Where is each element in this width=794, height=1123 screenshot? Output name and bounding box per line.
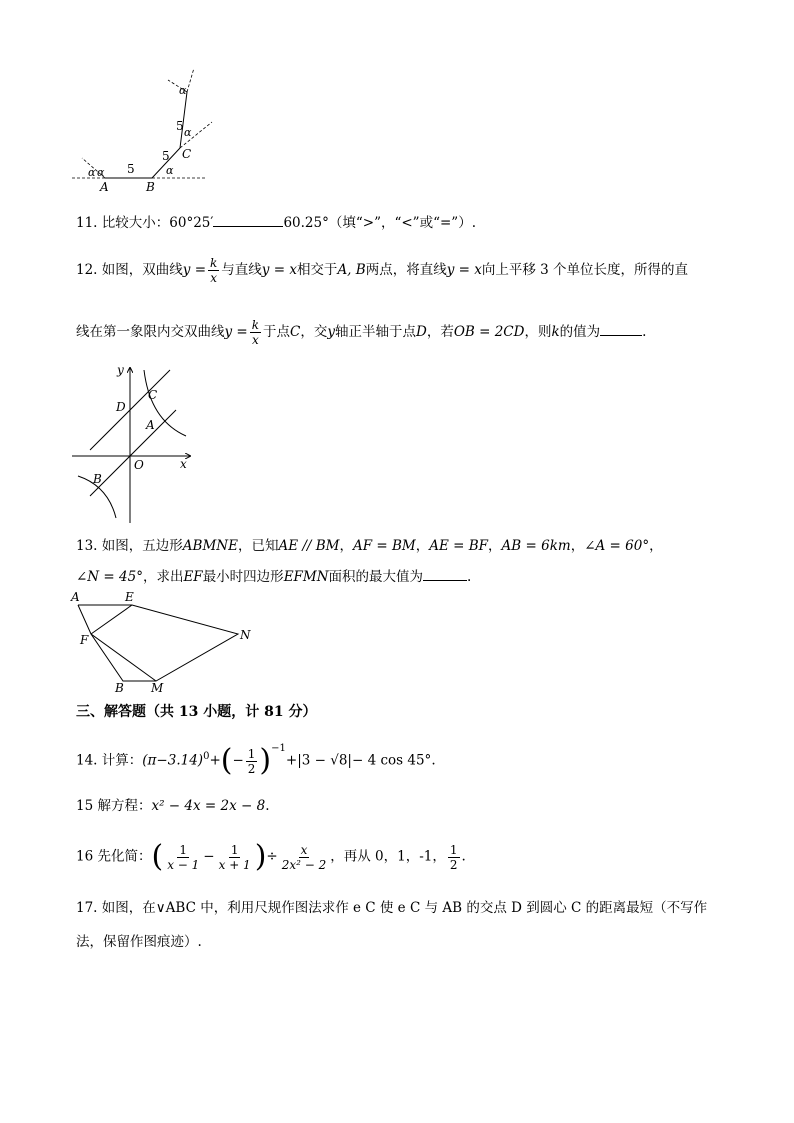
q13-l2-text-3: 面积的最大值为 [328,569,424,585]
q13-cond-6: ∠N = 45° [76,569,143,585]
q12-point-c: C [290,324,301,340]
q11-text-a: 比较大小：60°25′ [101,215,214,231]
q12-number: 12. [76,262,98,278]
q12-fraction-k-over-x-2 [250,318,261,347]
q11-answer-blank[interactable] [213,212,283,227]
q16-end: . [461,848,466,865]
q12-l2-text-5: ，若 [426,324,454,340]
q17-text-2: 法，保留作图痕迹）. [76,934,202,950]
fig10-side-3: 5 [176,119,184,133]
q11-text-b: 60.25°（填“>”，“<”或“=”）. [283,215,476,231]
q13-sep-1: ， [339,538,353,554]
fig13-label-e: E [125,590,134,604]
q12-k: k [551,324,560,340]
q15-number: 15 [76,798,94,814]
q13-sep-3: ， [488,538,502,554]
q16-fraction-1 [165,843,201,872]
fig12-label-c: C [148,388,158,402]
fig12-label-y: y [117,363,124,377]
q16-tail: ，再从 0，1，-1， [330,848,446,865]
q13-polygon: ABMNE [182,538,238,554]
question-13-line-2 [76,566,471,587]
q16-h-num: 1 [449,842,458,857]
fig13-label-m: M [151,681,164,695]
q12-frac2-den: x [251,333,259,347]
q14-minus: − [232,752,244,769]
fig12-label-b: B [93,472,102,486]
q12-condition: OB = 2CD [453,324,525,340]
q12-l2-text-3: ，交 [300,324,328,340]
q12-y-eq-2: y = [224,324,248,340]
q14-number: 14. [76,752,98,769]
q12-frac2-num: k [251,318,260,332]
q14-plus-1: + [209,752,221,769]
fig10-side-1: 5 [127,162,135,176]
question-17-line-2 [76,932,202,952]
question-17-line-1 [76,898,707,918]
q14-label: 计算： [101,752,143,769]
q13-sep-5: ， [649,538,663,554]
q13-efmn: EFMN [283,569,329,585]
q12-answer-blank[interactable] [600,321,642,336]
q12-fraction-k-over-x [208,256,219,285]
q12-y-axis: y [327,324,335,340]
q13-cond-3: AE = BF [429,538,489,554]
q13-sep-4: ， [570,538,585,554]
q16-h-den: 2 [449,857,458,872]
fig10-alpha-2: α [184,126,192,139]
fig10-label-a: A [100,180,109,194]
q14-tail: − 4 cos 45° [351,752,432,769]
q11-number: 11. [76,215,98,231]
q12-l2-text-1: 线在第一象限内交双曲线 [76,324,225,340]
q13-cond-1: AE // BM [278,538,340,554]
q12-l2-text-7: 的值为 [559,324,601,340]
q12-l2-text-4: 轴正半轴于点 [335,324,416,340]
question-12-line-1 [76,256,688,285]
q16-paren-close: ) [254,839,267,874]
q16-number: 16 [76,848,94,865]
q13-cond-5: ∠A = 60° [584,538,650,554]
q15-equation: x² − 4x = 2x − 8 [151,798,266,814]
fig10-alpha-1: α [179,84,187,97]
q12-end: . [642,324,647,340]
q12-y-eq: y = [182,262,207,278]
q15-end: . [265,798,270,814]
q12-line-eq-2: y = x [446,262,482,278]
q12-points-ab: A, B [337,262,366,278]
q13-cond-2: AF = BM [352,538,416,554]
fig10-side-2: 5 [162,149,170,163]
fig13-label-n: N [240,628,251,642]
q14-fraction-half [246,747,258,776]
fig12-label-o: O [134,458,144,472]
q16-f2-den: x + 1 [218,857,251,872]
q16-fraction-2 [217,843,253,872]
section-title: 三、解答题（共 13 小题，计 81 分） [76,704,317,720]
q12-l2-text-2: 于点 [263,324,291,340]
fig10-label-b: B [146,180,155,194]
fig12-label-x: x [180,457,187,471]
q16-fraction-3 [280,843,329,872]
q13-end: . [467,569,472,585]
fig13-label-b: B [115,681,124,695]
fig13-label-a: A [71,590,80,604]
q14-paren-open: ( [220,743,233,778]
q12-text-1: 如图，双曲线 [101,262,183,278]
q15-label: 解方程： [97,798,152,814]
q12-point-d: D [416,324,427,340]
q13-text-1: 如图，五边形 [101,538,183,554]
q14-half-num: 1 [247,746,256,761]
q12-text-3: 相交于 [296,262,338,278]
q13-cond-4: AB = 6km [501,538,571,554]
q14-end: . [431,752,436,769]
q16-f1-num: 1 [179,842,188,857]
q13-l2-text-1: ，求出 [142,569,184,585]
q17-text-1: 如图，在∨ABC 中，利用尺规作图法求作 e C 使 e C 与 AB 的交点 D 到圆心 C 的距离最短（不写作 [101,900,708,916]
q13-answer-blank[interactable] [423,566,467,581]
question-15 [76,796,269,816]
q16-f3-num: x [300,842,308,857]
q14-abs: |3 − √8| [297,752,352,769]
q14-half-den: 2 [247,761,256,776]
q14-plus-2: + [285,752,298,769]
q12-l2-text-6: ，则 [524,324,552,340]
q12-text-5: 向上平移 3 个单位长度，所得的直 [481,262,689,278]
q14-term-1: (π−3.14) [142,752,204,769]
question-16 [76,839,466,874]
q16-f1-den: x − 1 [167,857,200,872]
q16-minus: − [203,848,215,865]
q12-line-eq: y = x [261,262,297,278]
q16-fraction-half [448,843,460,872]
q16-f2-num: 1 [230,842,239,857]
q14-exp-2: −1 [271,743,286,754]
fig12-label-a: A [146,418,155,432]
q12-text-4: 两点，将直线 [365,262,447,278]
figure-hyperbola-graph [68,358,198,526]
fig13-label-f: F [80,633,89,647]
fig10-alpha-5: α [97,166,105,179]
question-13-line-1 [76,536,663,556]
fig10-alpha-3: α [166,164,174,177]
fig10-alpha-4: α [88,166,96,179]
figure-pentagon [66,588,256,698]
question-12-line-2 [76,318,646,347]
fig10-label-c: C [182,147,192,161]
q13-number: 13. [76,538,98,554]
q16-paren-open: ( [151,839,164,874]
q16-divide: ÷ [266,848,278,865]
q14-exp-1: 0 [203,751,210,762]
q13-l2-text-2: 最小时四边形 [202,569,284,585]
q16-label: 先化简： [97,848,152,865]
q12-frac-den: x [210,271,218,285]
q14-paren-close: ) [259,743,272,778]
q13-text-2: ，已知 [237,538,279,554]
figure-reflection-path [60,62,230,196]
q16-f3-den: 2x² − 2 [281,857,327,872]
fig12-label-d: D [116,400,126,414]
q17-number: 17. [76,900,98,916]
question-14 [76,743,436,778]
q13-sep-2: ， [415,538,430,554]
q12-frac-num: k [210,256,218,270]
q12-text-2: 与直线 [221,262,262,278]
question-11 [76,212,476,233]
q13-ef: EF [183,569,203,585]
